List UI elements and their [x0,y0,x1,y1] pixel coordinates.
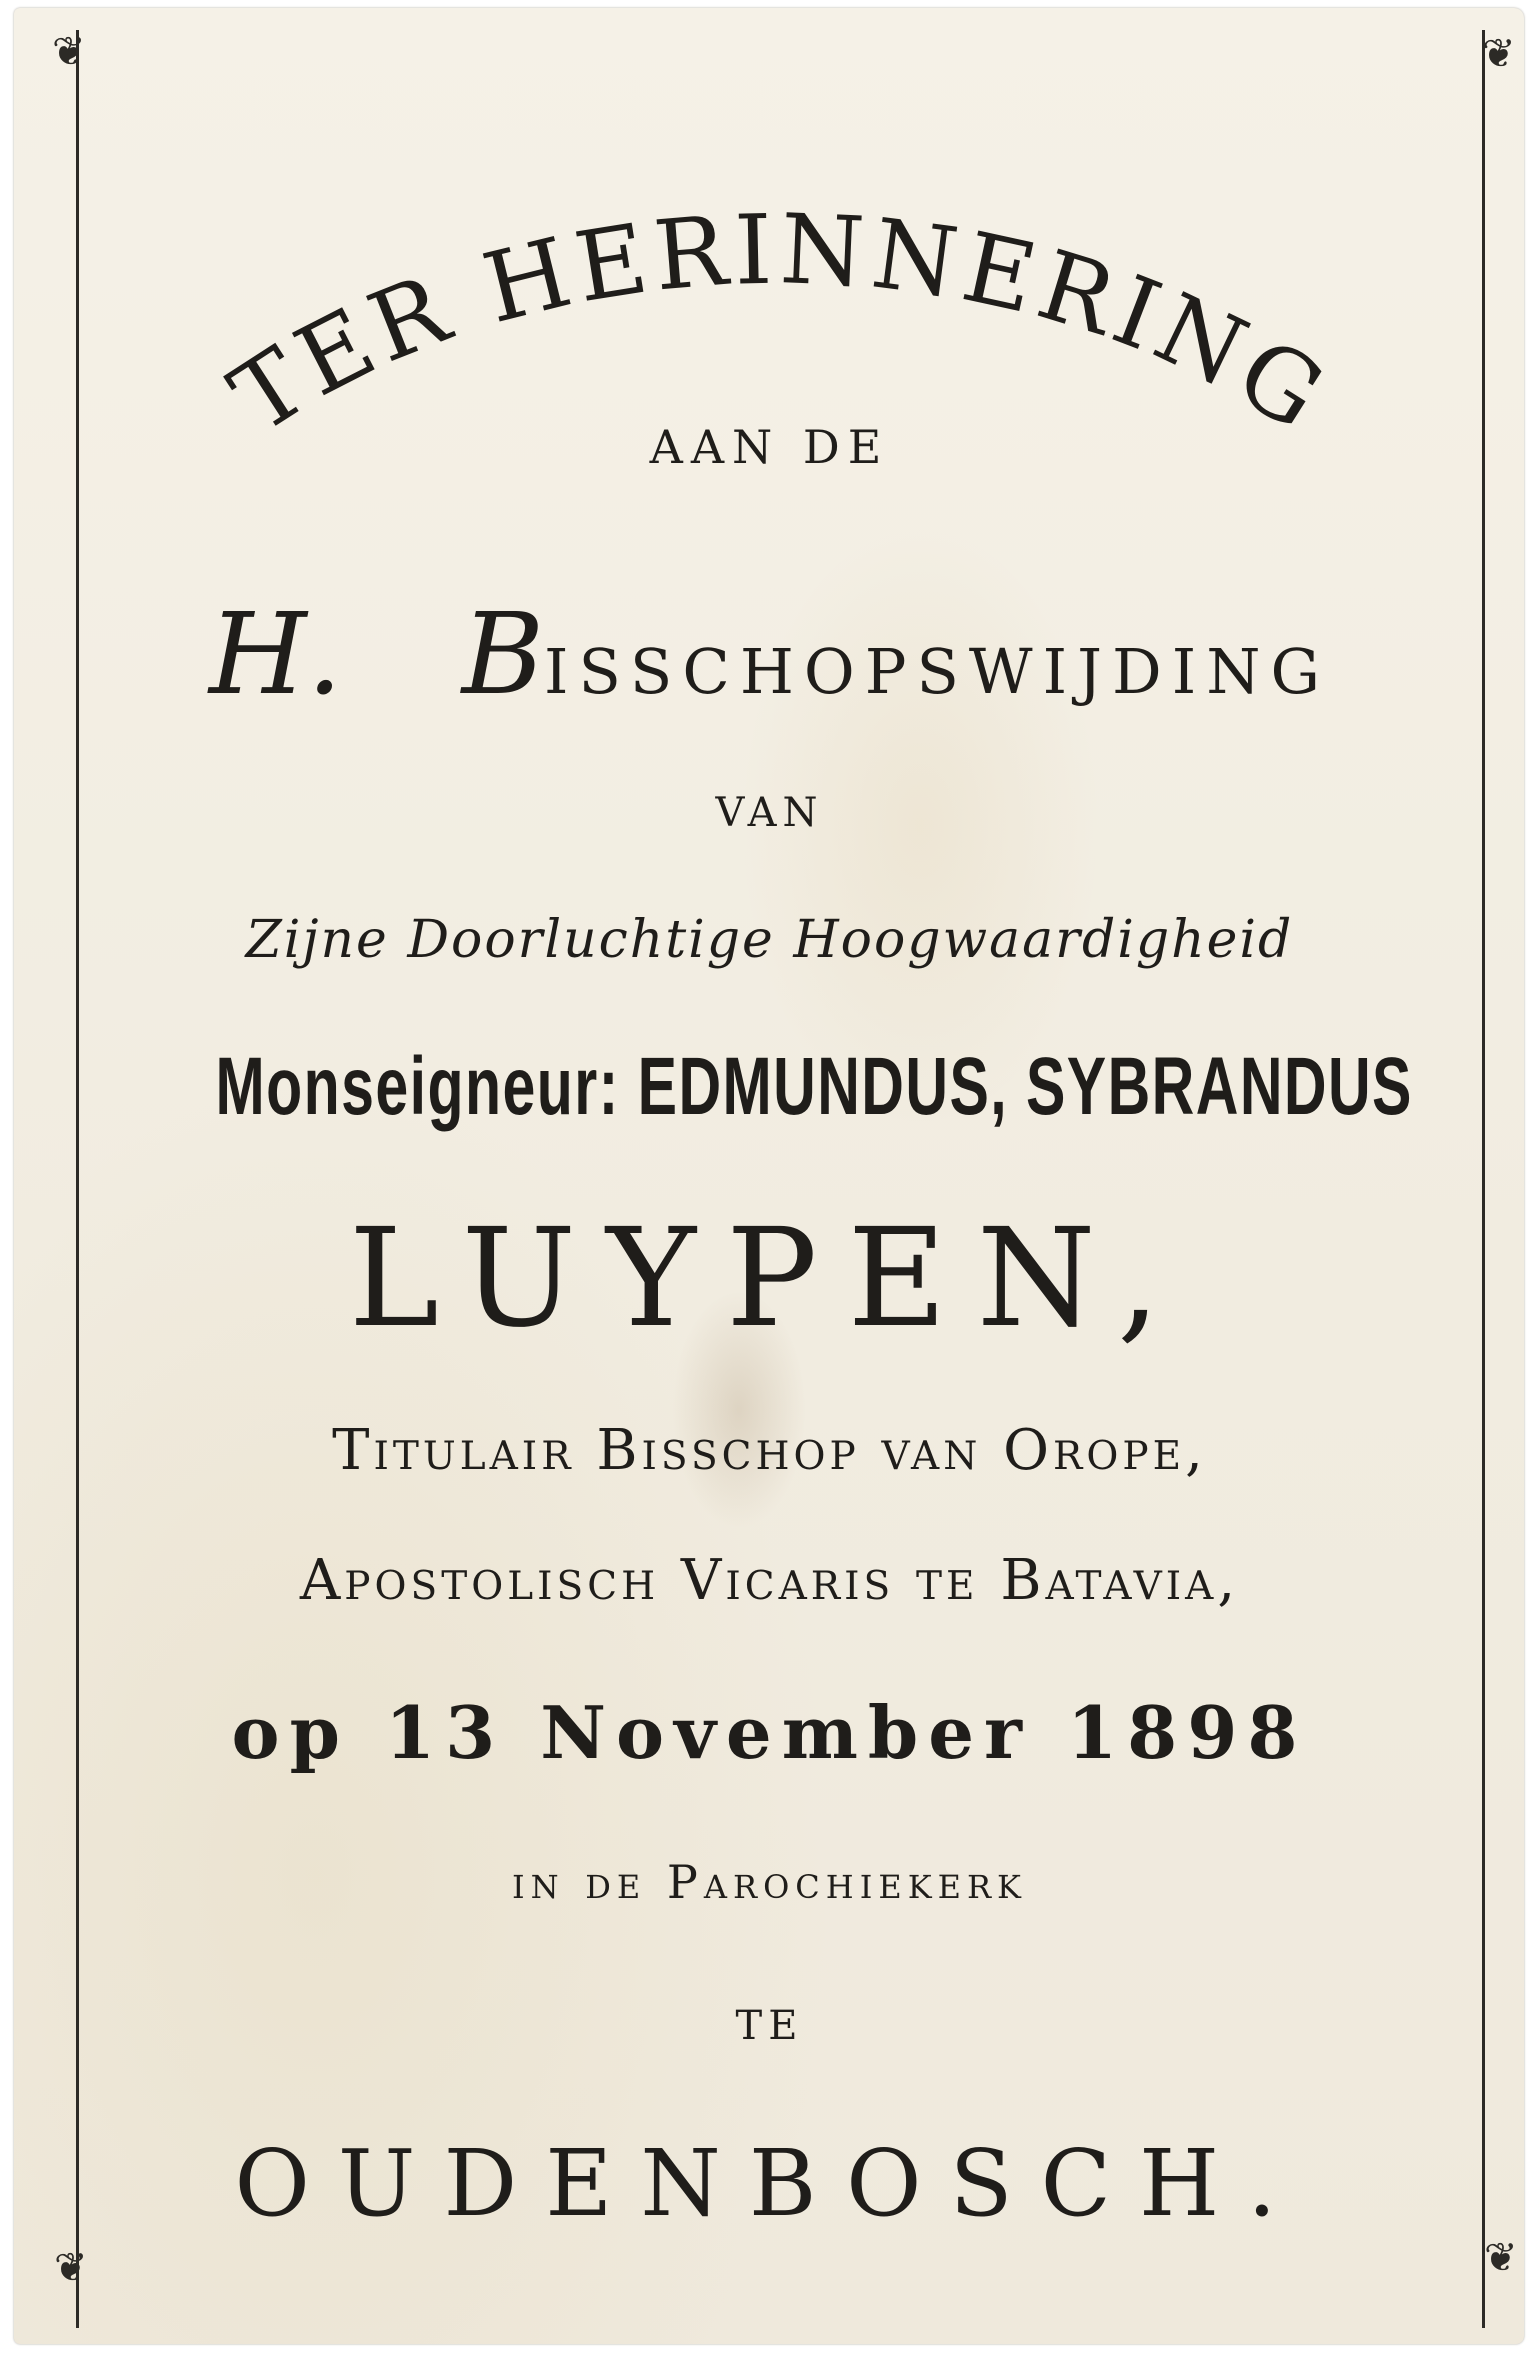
title-arc-text: TER HERINNERING [212,193,1348,456]
van-line: VAN [715,790,824,836]
corner-ornament-icon: ❦ [1482,31,1516,77]
titulair-line: Titulair Bisschop van Orope, [332,1418,1207,1483]
te-line: TE [735,2003,804,2049]
church-line: in de Parochiekerk [512,1855,1027,1909]
corner-ornament-icon: ❦ [52,29,86,75]
apostolisch-line: Apostolisch Vicaris te Batavia, [299,1548,1240,1613]
bisschopswijding-line [0,590,1539,720]
surname-line: LUYPEN, [348,1200,1191,1358]
bisschopswijding-rest: ISSCHOPSWIJDING [544,635,1330,708]
corner-ornament-icon: ❦ [54,2245,88,2291]
monseigneur-line: Monseigneur: EDMUNDUS, SYBRANDUS [215,1041,1413,1132]
date-line: op 13 November 1898 [231,1690,1308,1775]
place-line: OUDENBOSCH. [234,2130,1305,2237]
initial-h: H. [209,590,343,720]
arched-title [0,0,1539,460]
initial-b: B [461,590,545,720]
honorific-line: Zijne Doorluchtige Hoogwaardigheid [245,910,1294,970]
aan-de-line: AAN DE [649,420,890,474]
corner-ornament-icon: ❦ [1484,2235,1518,2281]
